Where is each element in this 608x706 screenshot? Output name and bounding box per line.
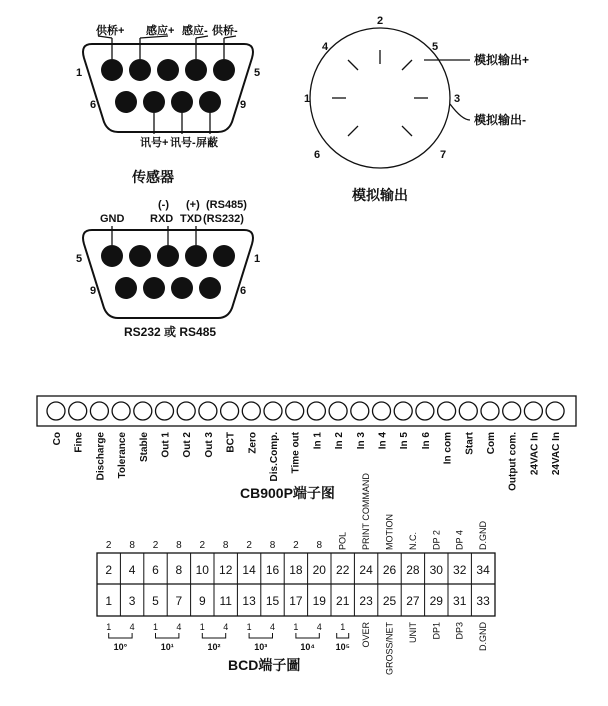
sensor-label-sense-minus: 感应- — [182, 25, 208, 37]
analog-output-minus-label: 模拟输出- — [474, 113, 526, 127]
bcd-bit-weight: 2 — [293, 540, 299, 551]
sensor-label-excitation-plus: 供桥+ — [96, 25, 125, 37]
bcd-decade-brackets — [109, 633, 350, 652]
terminal-20 — [459, 402, 477, 420]
bcd-bit-weight: 1 — [199, 622, 205, 632]
sensor-label-signal-plus: 讯号+ — [140, 137, 169, 149]
terminal-label: Discharge — [95, 432, 107, 481]
sensor-pin-9 — [199, 91, 221, 113]
terminal-9 — [221, 402, 239, 420]
serial-label-gnd: GND — [100, 213, 125, 225]
analog-pin-number-5: 5 — [432, 41, 439, 53]
terminal-label: Time out — [290, 432, 302, 474]
terminal-label: BCT — [225, 432, 237, 453]
bcd-pin-number: 27 — [406, 594, 420, 608]
bcd-bit-weight: 1 — [293, 622, 299, 632]
terminal-15 — [351, 402, 369, 420]
terminal-14 — [329, 402, 347, 420]
terminal-21 — [481, 402, 499, 420]
bcd-decade-bracket — [249, 633, 272, 638]
analog-pin-number-3: 3 — [454, 93, 461, 105]
bcd-pin-number: 30 — [429, 563, 443, 577]
sensor-connector-shell — [83, 44, 253, 132]
bcd-bit-weight: 8 — [269, 540, 276, 551]
terminal-18 — [416, 402, 434, 420]
sensor-label-signal-minus: 讯号- — [170, 137, 196, 149]
bcd-pin-number: 21 — [336, 594, 350, 608]
bcd-top-signal-label: D.GND — [478, 521, 489, 550]
terminal-label: In 4 — [377, 432, 389, 450]
terminal-label: In 5 — [399, 432, 411, 450]
terminal-label: Zero — [247, 432, 259, 454]
sensor-caption: 传感器 — [132, 169, 174, 185]
bcd-bottom-signal-label: DP3 — [454, 622, 465, 640]
serial-connector — [76, 199, 260, 339]
bcd-bit-weight: 1 — [246, 622, 252, 632]
bcd-decade-label: 10¹ — [160, 642, 174, 652]
bcd-pin-number: 10 — [195, 563, 209, 577]
bcd-bit-weight: 4 — [129, 622, 135, 632]
serial-pin-8 — [143, 277, 165, 299]
terminal-strip-body — [37, 396, 576, 426]
bcd-bit-weight: 4 — [223, 622, 229, 632]
sensor-pin-5 — [213, 59, 235, 81]
terminal-7 — [177, 402, 195, 420]
serial-pin-7 — [171, 277, 193, 299]
analog-connector — [304, 15, 529, 203]
terminal-13 — [307, 402, 325, 420]
terminal-1 — [47, 402, 65, 420]
sensor-pin-6 — [115, 91, 137, 113]
terminal-label: Fine — [73, 432, 85, 453]
bcd-top-weights — [106, 540, 323, 551]
serial-pin-6 — [199, 277, 221, 299]
terminal-8 — [199, 402, 217, 420]
analog-connector-shell — [310, 28, 450, 168]
sensor-label-shield: 屏蔽 — [196, 137, 218, 149]
serial-pin-5 — [101, 245, 123, 267]
bcd-bit-weight: 1 — [152, 622, 159, 632]
sensor-pin-2 — [129, 59, 151, 81]
bcd-pin-number: 7 — [175, 594, 183, 608]
terminal-strip-terminals — [47, 402, 564, 420]
bcd-decade-bracket — [337, 633, 349, 638]
bcd-bottom-signal-label: OVER — [361, 622, 372, 648]
terminal-24 — [546, 402, 564, 420]
bcd-decade-bracket — [109, 633, 132, 638]
sensor-pin-8 — [171, 91, 193, 113]
analog-pin-4-mark — [348, 60, 358, 70]
terminal-strip — [37, 396, 576, 501]
bcd-decade-bracket — [202, 633, 225, 638]
sensor-pin-number-5: 5 — [254, 67, 261, 79]
bcd-bit-weight: 2 — [246, 540, 252, 551]
serial-pin-4 — [129, 245, 151, 267]
sensor-label-sense-plus: 感应+ — [146, 25, 175, 37]
serial-pin-9 — [115, 277, 137, 299]
bcd-pin-number: 3 — [128, 594, 136, 608]
sensor-pin-number-6: 6 — [90, 99, 97, 111]
bcd-decade-label: 10⁵ — [335, 642, 350, 652]
sensor-pin-number-1: 1 — [76, 67, 83, 79]
sensor-pins — [101, 59, 235, 113]
bcd-pin-number: 33 — [476, 594, 490, 608]
terminal-label: In 3 — [355, 432, 367, 450]
bcd-caption: BCD端子圖 — [228, 657, 301, 673]
serial-label-minus-paren: (-) — [158, 199, 169, 211]
serial-label-rxd: RXD — [150, 213, 174, 225]
terminal-label: Tolerance — [117, 432, 129, 479]
terminal-label: In 6 — [420, 432, 432, 450]
terminal-strip-labels — [52, 431, 562, 491]
bcd-pin-number: 31 — [453, 594, 467, 608]
serial-pin-number-5: 5 — [76, 253, 83, 265]
sensor-pin-1 — [101, 59, 123, 81]
terminal-3 — [90, 402, 108, 420]
bcd-pin-number: 25 — [382, 594, 397, 608]
terminal-strip-caption: CB900P端子图 — [240, 485, 335, 501]
bcd-bottom-weights — [106, 622, 345, 632]
bcd-pin-number: 8 — [175, 563, 183, 577]
sensor-pin-number-9: 9 — [240, 99, 247, 111]
analog-minus-leader — [450, 104, 470, 120]
terminal-17 — [394, 402, 412, 420]
serial-label-rs485: (RS485) — [206, 199, 247, 211]
terminal-label: Dis.Comp. — [269, 432, 280, 482]
bcd-bottom-signal-label: DP1 — [431, 622, 442, 640]
terminal-5 — [134, 402, 152, 420]
bcd-bit-weight: 4 — [269, 622, 276, 632]
sensor-label-excitation-minus: 供桥- — [212, 25, 238, 37]
serial-pin-number-1: 1 — [254, 253, 261, 265]
bcd-decade-label: 10³ — [254, 642, 268, 652]
bcd-bit-weight: 1 — [340, 622, 346, 632]
bcd-bit-weight: 4 — [176, 622, 182, 632]
bcd-top-signal-label: PRINT COMMAND — [361, 473, 372, 550]
terminal-label: In 2 — [334, 432, 346, 450]
bcd-bit-weight: 4 — [316, 622, 322, 632]
terminal-12 — [286, 402, 304, 420]
serial-pin-2 — [185, 245, 207, 267]
bcd-block — [97, 473, 495, 675]
bcd-top-numbers — [105, 563, 490, 577]
bcd-pin-number: 1 — [105, 594, 113, 608]
bcd-bit-weight: 8 — [129, 540, 135, 551]
analog-pin-7-mark — [402, 126, 412, 136]
bcd-pin-number: 5 — [152, 594, 159, 608]
bcd-bit-weight: 8 — [176, 540, 182, 551]
bcd-pin-number: 20 — [312, 563, 326, 577]
bcd-pin-number: 19 — [312, 594, 326, 608]
serial-pin-1 — [213, 245, 235, 267]
bcd-pin-number: 34 — [476, 563, 490, 577]
bcd-decade-label: 10² — [207, 642, 221, 652]
terminal-label: 24VAC In — [529, 432, 541, 476]
terminal-label: Start — [464, 432, 476, 455]
terminal-6 — [156, 402, 174, 420]
bcd-bit-weight: 2 — [199, 540, 206, 551]
serial-pin-3 — [157, 245, 179, 267]
terminal-19 — [438, 402, 456, 420]
bcd-pin-number: 9 — [198, 594, 206, 608]
bcd-bottom-numbers — [105, 594, 490, 608]
bcd-pin-number: 29 — [429, 594, 443, 608]
bcd-pin-number: 28 — [406, 563, 420, 577]
bcd-top-signal-label: N.C. — [407, 532, 418, 550]
bcd-top-signal-label: DP 2 — [431, 530, 442, 550]
bcd-bit-weight: 8 — [316, 540, 323, 551]
bcd-pin-number: 6 — [152, 563, 159, 577]
terminal-label: Com — [486, 432, 497, 455]
analog-output-plus-label: 模拟输出+ — [474, 53, 530, 67]
bcd-decade-label: 10⁴ — [300, 642, 315, 652]
serial-pins — [101, 245, 235, 299]
serial-label-plus-paren: (+) — [186, 199, 200, 211]
bcd-top-signal-label: MOTION — [384, 514, 395, 550]
analog-pin-5-mark — [402, 60, 412, 70]
serial-label-txd: TXD — [180, 213, 202, 225]
bcd-pin-number: 4 — [128, 563, 136, 577]
sensor-connector — [76, 23, 260, 185]
bcd-pin-number: 32 — [453, 563, 467, 577]
terminal-11 — [264, 402, 282, 420]
bcd-decade-bracket — [296, 633, 319, 638]
bcd-pin-number: 23 — [359, 594, 373, 608]
serial-pin-number-9: 9 — [90, 285, 97, 297]
terminal-4 — [112, 402, 130, 420]
bcd-pin-number: 2 — [105, 563, 113, 577]
terminal-23 — [524, 402, 542, 420]
bcd-top-signal-label: DP 4 — [454, 530, 465, 550]
terminal-22 — [503, 402, 521, 420]
bcd-bottom-signal-label: UNIT — [407, 622, 418, 643]
sensor-pin-7 — [143, 91, 165, 113]
bcd-bit-weight: 2 — [105, 540, 112, 551]
bcd-pin-number: 14 — [242, 563, 256, 577]
bcd-bottom-signal-label: D.GND — [478, 622, 489, 651]
terminal-label: In com — [442, 432, 454, 465]
bcd-pin-number: 12 — [219, 563, 233, 577]
terminal-2 — [69, 402, 87, 420]
terminal-label: Out 2 — [182, 432, 194, 458]
bcd-pin-number: 16 — [265, 563, 280, 577]
terminal-10 — [242, 402, 260, 420]
bcd-bit-weight: 1 — [106, 622, 112, 632]
terminal-16 — [373, 402, 391, 420]
sensor-pin-4 — [185, 59, 207, 81]
analog-pin-number-2: 2 — [377, 15, 384, 27]
bcd-top-labels — [338, 473, 488, 550]
bcd-pin-number: 17 — [289, 594, 303, 608]
bcd-top-signal-label: POL — [337, 531, 348, 550]
serial-label-rs232: (RS232) — [203, 213, 244, 225]
analog-caption: 模拟输出 — [352, 187, 408, 203]
bcd-decade-label: 10° — [113, 642, 128, 652]
terminal-label: Out 1 — [160, 432, 172, 458]
terminal-label: Stable — [138, 432, 150, 463]
sensor-pin-3 — [157, 59, 179, 81]
analog-pin-number-7: 7 — [440, 149, 447, 161]
terminal-label: 24VAC In — [551, 432, 563, 476]
bcd-pin-number: 26 — [382, 563, 397, 577]
bcd-pin-number: 13 — [242, 594, 256, 608]
analog-pin-number-4: 4 — [322, 41, 329, 53]
bcd-bottom-labels — [361, 622, 488, 676]
bcd-bit-weight: 8 — [222, 540, 229, 551]
bcd-bit-weight: 2 — [152, 540, 159, 551]
analog-pin-number-1: 1 — [304, 93, 311, 105]
terminal-label: Output com. — [507, 432, 519, 491]
bcd-bottom-signal-label: GROSS/NET — [384, 622, 395, 676]
bcd-pin-number: 24 — [359, 563, 373, 577]
terminal-label: Co — [52, 432, 63, 446]
serial-pin-number-6: 6 — [240, 285, 247, 297]
terminal-label: Out 3 — [203, 432, 215, 458]
bcd-pin-number: 22 — [336, 563, 350, 577]
bcd-pin-number: 11 — [219, 594, 232, 608]
analog-pin-number-6: 6 — [314, 149, 321, 161]
bcd-pin-number: 18 — [289, 563, 303, 577]
bcd-pin-number: 15 — [265, 594, 280, 608]
bcd-decade-bracket — [156, 633, 179, 638]
analog-pin-6-mark — [348, 126, 358, 136]
serial-caption: RS232 或 RS485 — [124, 325, 217, 339]
terminal-label: In 1 — [312, 432, 324, 450]
